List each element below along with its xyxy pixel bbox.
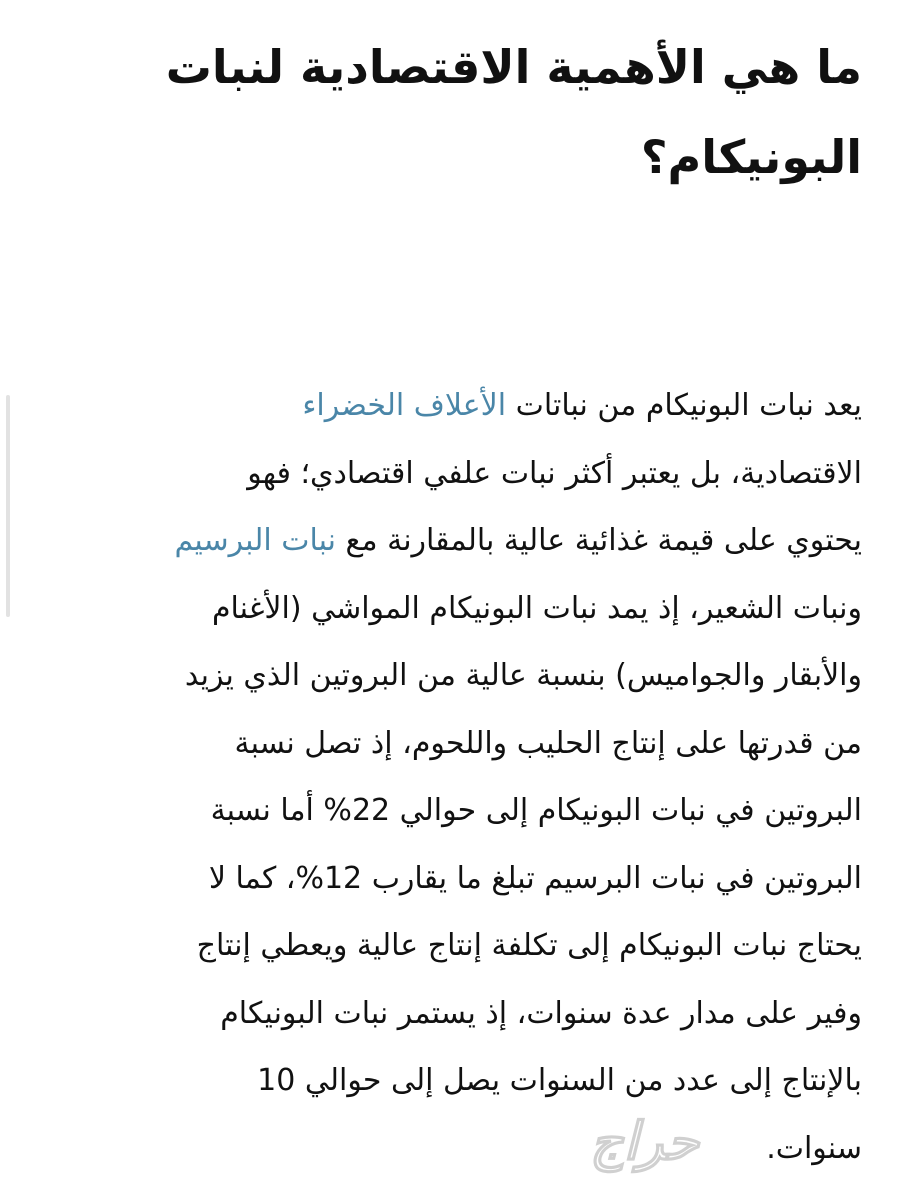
line-text: البروتين في نبات البرسيم تبلغ ما يقارب 12%، كما لا <box>208 860 862 896</box>
paragraph-line <box>22 845 862 913</box>
line-text: يحتاج نبات البونيكام إلى تكلفة إنتاج عالية ويعطي إنتاج <box>196 928 862 963</box>
paragraph-line <box>22 980 862 1048</box>
paragraph-line <box>22 642 862 710</box>
watermark-logo: حراج <box>590 1112 699 1172</box>
paragraph-line <box>22 912 862 980</box>
line-text: من قدرتها على إنتاج الحليب واللحوم، إذ تصل نسبة <box>234 725 862 761</box>
line-text: يحتوي على قيمة غذائية عالية بالمقارنة مع <box>336 523 862 558</box>
paragraph-line <box>22 372 862 440</box>
inline-link[interactable]: نبات البرسيم <box>174 523 337 558</box>
line-text: بالإنتاج إلى عدد من السنوات يصل إلى حوالي 10 <box>257 1063 862 1098</box>
line-text: الاقتصادية، بل يعتبر أكثر نبات علفي اقتصادي؛ فهو <box>247 455 862 491</box>
line-text: سنوات. <box>766 1130 862 1166</box>
paragraph-line <box>22 1115 862 1183</box>
paragraph-line <box>22 1047 862 1115</box>
line-text: يعد نبات البونيكام من نباتات <box>506 388 862 423</box>
paragraph-line <box>22 507 862 575</box>
title-line: البونيكام؟ <box>640 130 862 184</box>
inline-link[interactable]: الأعلاف الخضراء <box>302 388 507 423</box>
scrollbar[interactable] <box>6 395 10 617</box>
paragraph-line <box>22 777 862 845</box>
line-text: وفير على مدار عدة سنوات، إذ يستمر نبات البونيكام <box>220 995 862 1031</box>
line-text: ونبات الشعير، إذ يمد نبات البونيكام المواشي (الأغنام <box>211 590 862 626</box>
paragraph-line <box>22 710 862 778</box>
article-paragraph <box>22 372 862 1182</box>
line-text: البروتين في نبات البونيكام إلى حوالي 22% أما نسبة <box>210 793 862 828</box>
line-text: والأبقار والجواميس) بنسبة عالية من البروتين الذي يزيد <box>184 658 862 693</box>
title-line: ما هي الأهمية الاقتصادية لنبات <box>165 40 862 94</box>
article-title <box>32 22 862 202</box>
paragraph-line <box>22 440 862 508</box>
paragraph-line <box>22 575 862 643</box>
